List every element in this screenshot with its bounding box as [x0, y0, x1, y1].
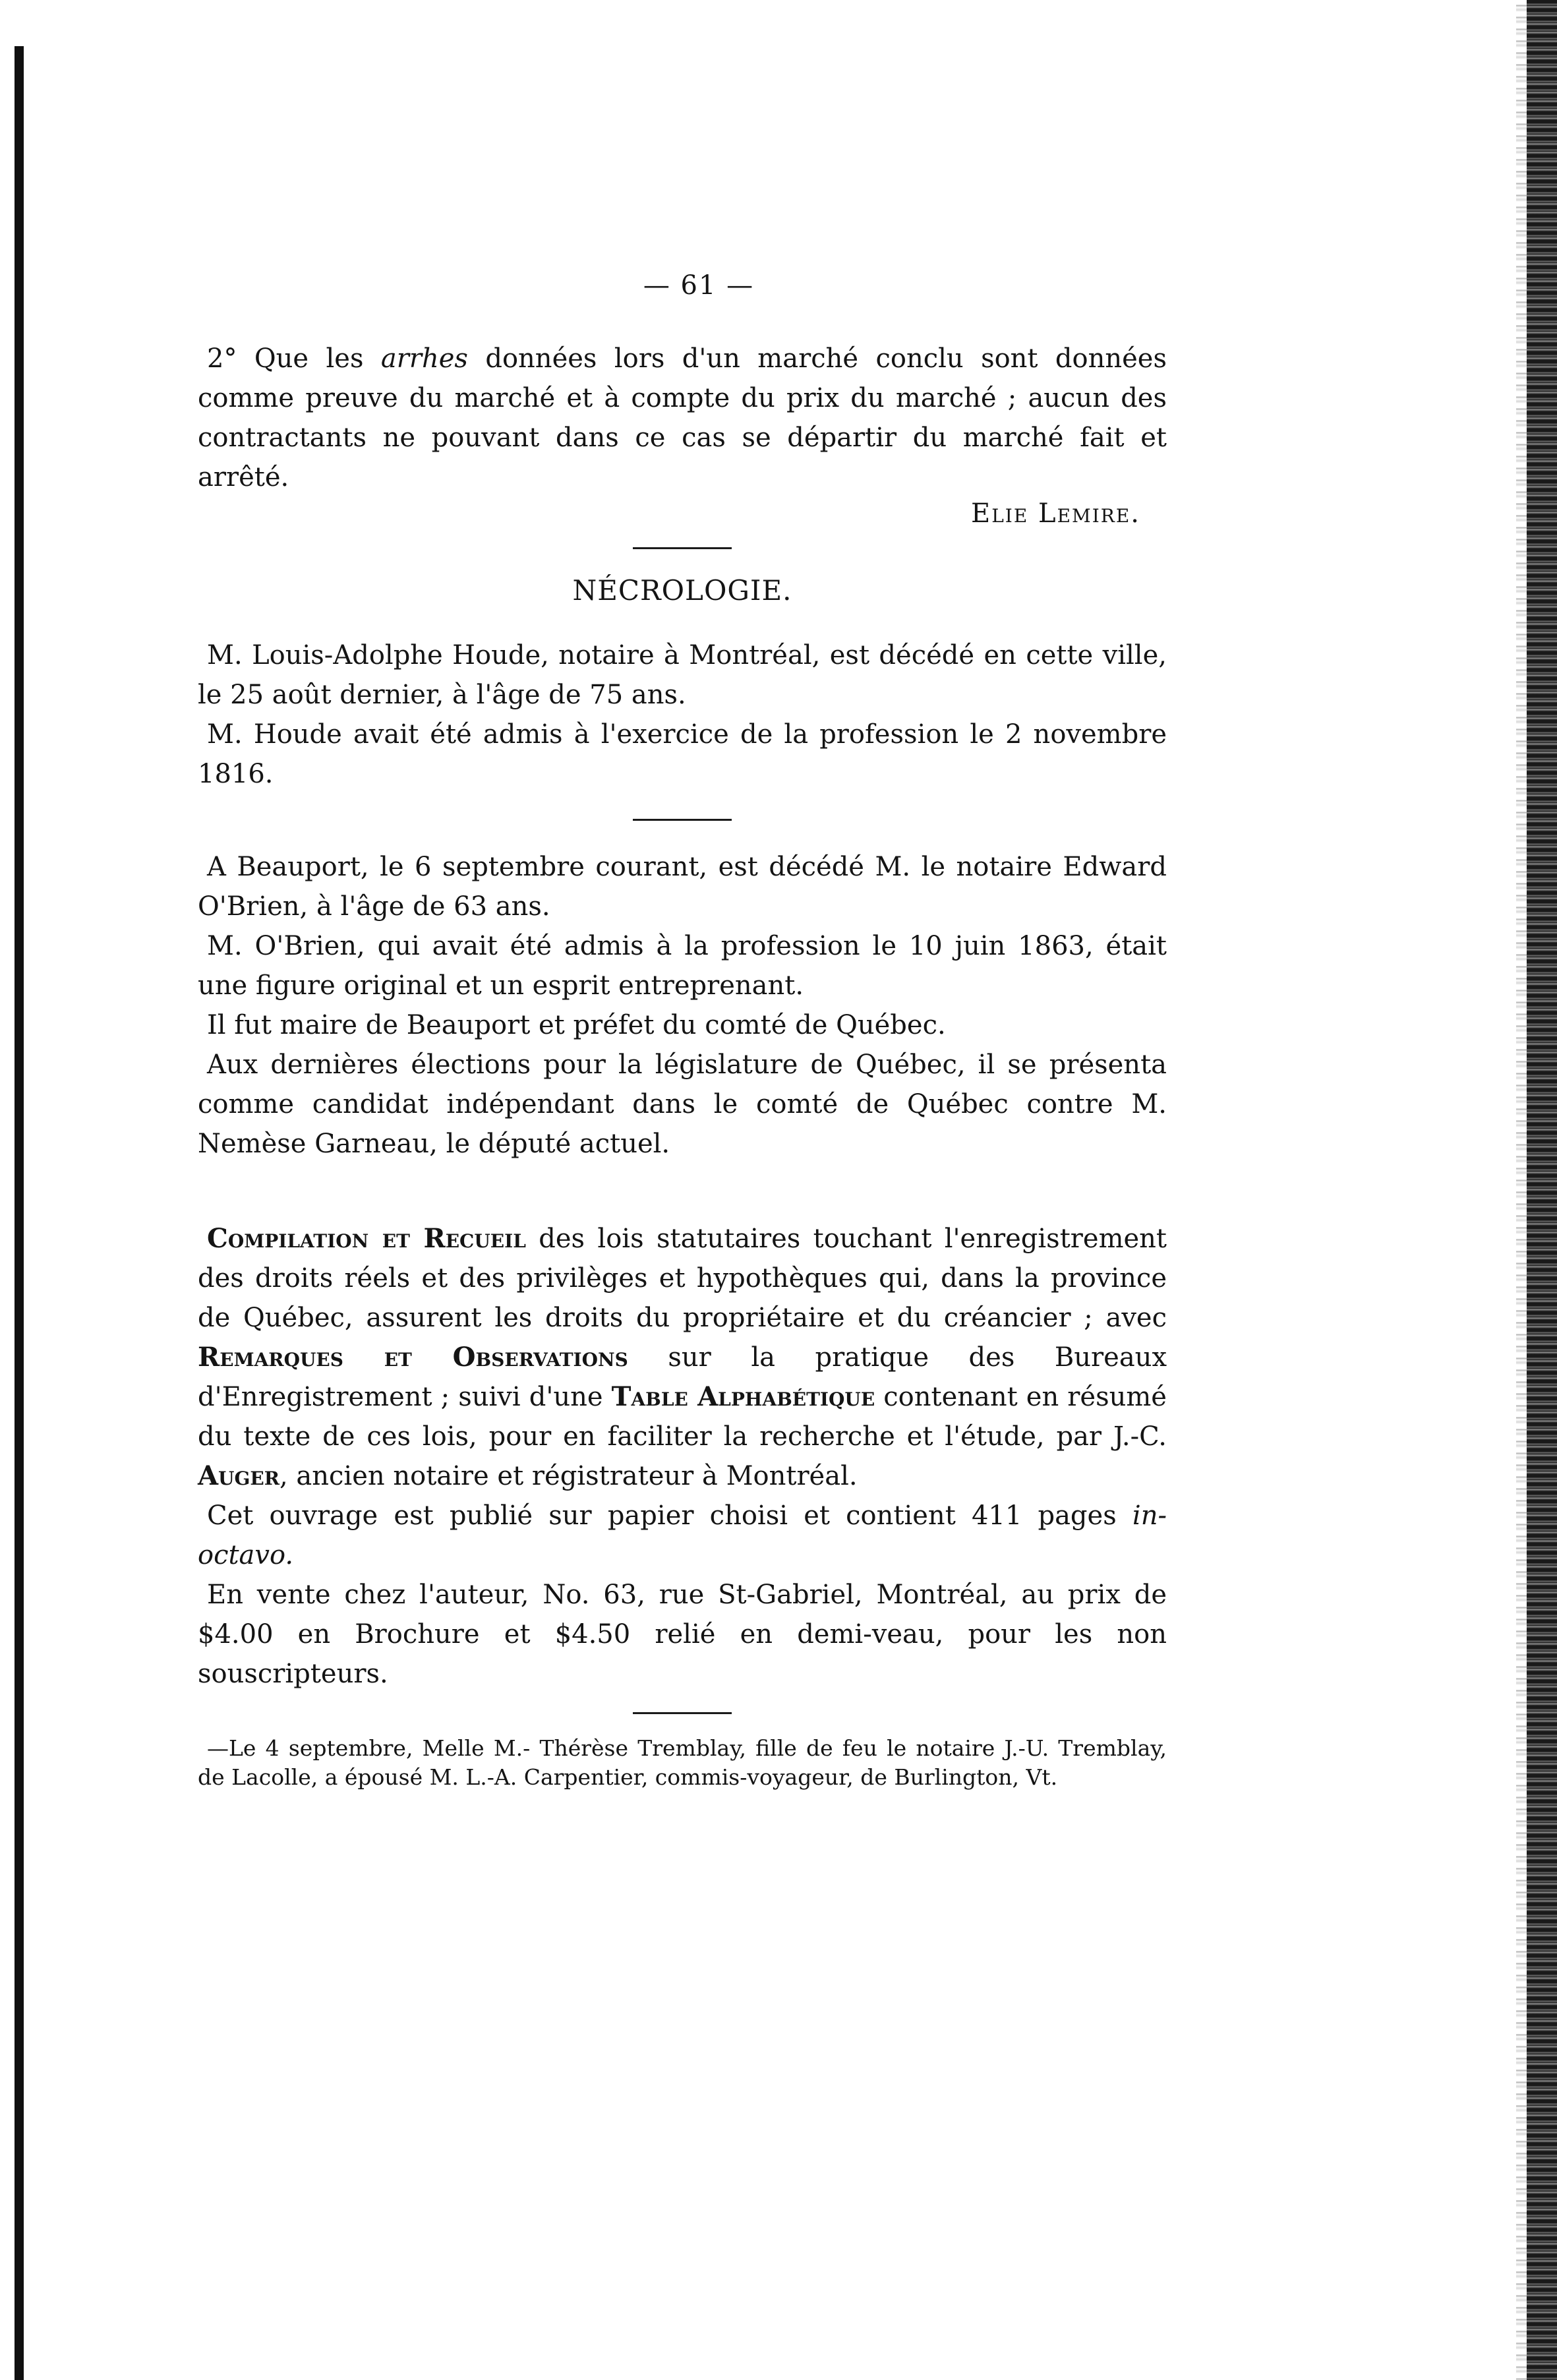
obituary-obrien-4: Aux dernières élections pour la législature de Québec, il se présenta comme candidat indépendant dans le comté de Québec contre M. Nemèse Garneau, le député actuel.: [198, 1050, 1167, 1159]
obituary-obrien-1: A Beauport, le 6 septembre courant, est décédé M. le notaire Edward O'Brien, à l'âge de 63 ans.: [198, 852, 1167, 922]
obituary-obrien-2: M. O'Brien, qui avait été admis à la profession le 10 juin 1863, était une figure original et un esprit entreprenant.: [198, 931, 1167, 1001]
footnote-text: —Le 4 septembre, Melle M.- Thérèse Tremblay, fille de feu le notaire J.-U. Tremblay, de Lacolle, a épousé M. L.-A. Carpentier, commis-voyageur, de Burlington, Vt.: [198, 1735, 1167, 1790]
page-number: — 61 —: [643, 270, 755, 301]
page: [198, 270, 1167, 1792]
book-details: Cet ouvrage est publié sur papier choisi et contient 411 pages in-octavo.: [198, 1501, 1167, 1570]
scan-left-edge: [15, 46, 24, 2380]
italic-arrhes: arrhes: [380, 343, 468, 374]
obituary-houde-2: M. Houde avait été admis à l'exercice de la profession le 2 novembre 1816.: [198, 719, 1167, 789]
letter-paragraph: 2° Que les arrhes données lors d'un marché conclu sont données comme preuve du marché et à compte du prix du marché ; aucun des contractants ne pouvant dans ce cas se départir du marché fait et arrêté.: [198, 343, 1167, 492]
obituary-obrien-3: Il fut maire de Beauport et préfet du comté de Québec.: [207, 1010, 946, 1040]
section-heading: NÉCROLOGIE.: [572, 574, 792, 607]
footnote: [198, 1734, 1167, 1792]
scan-right-edge: [1527, 0, 1557, 2380]
obituary-houde-1: M. Louis-Adolphe Houde, notaire à Montréal, est décédé en cette ville, le 25 août dernier, à l'âge de 75 ans.: [198, 640, 1167, 710]
book-notice: Compilation et Recueil des lois statutaires touchant l'enregistrement des droits réels et des privilèges et hypothèques qui, dans la province de Québec, assurent les droits du propriétaire et du créancier ; avec Remarques et Observations sur la pratique des Bureaux d'Enregistrement ; suivi d'une Table Alphabétique contenant en résumé du texte de ces lois, pour en faciliter la recherche et l'étude, par J.-C. Auger, ancien notaire et régistrateur à Montréal.: [198, 1223, 1167, 1491]
book-sale: En vente chez l'auteur, No. 63, rue St-Gabriel, Montréal, au prix de $4.00 en Brochure et $4.50 relié en demi-veau, pour les non souscripteurs.: [198, 1580, 1167, 1689]
signature: Elie Lemire.: [971, 498, 1140, 529]
